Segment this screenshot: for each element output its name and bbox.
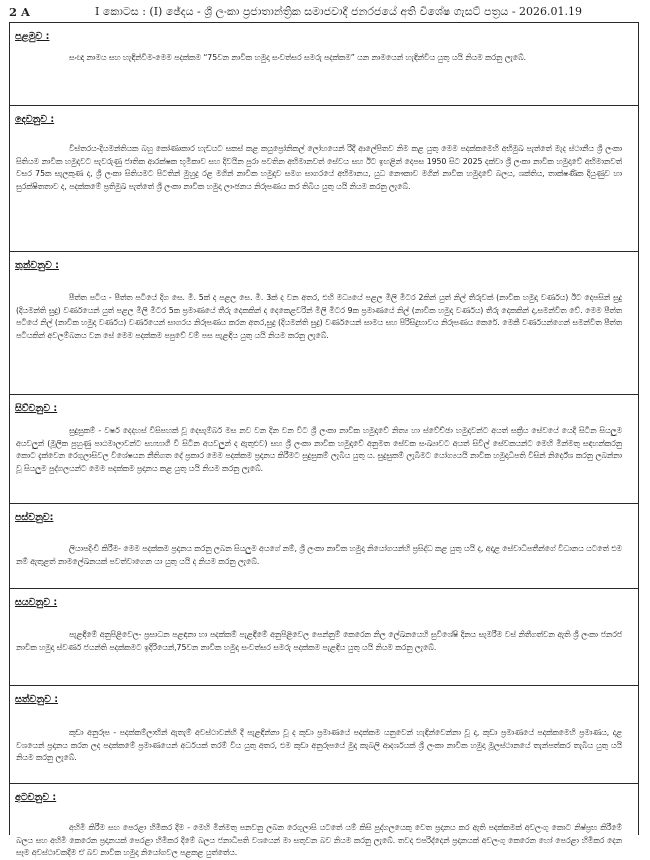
section-second [10,105,638,251]
section-heading: සයවනුව : [15,597,58,608]
section-third [10,251,638,394]
section-text: අහිමි කිරීම සහ පෙරළා හිමිකර දීම - මෙහි මින්මතු පනවනු ලබන රෙගුලාසි යටතේ යම් කිසි පුද්ගලයෙකු වෙත ප්‍රදානය කර ඇති පදක්කමක් අවලංගු කොට නිෂ්ප්‍රභ කිරීමේ බලය සහ අහිමි කෙරෙන ප්‍රදානයක් පෙරළා හිමිකර දීමේ බලය ජනාධිපති වශයෙන් මා සතුවන බව නියම කරනු ලැබේ. තවද එපරිද්දෙන් ප්‍රදානයක් අවලංගු කෙරෙන හෝ පෙරළා හිමිකර දෙන සෑම අවස්ථාවකදීම ඒ බව නාවික හමුදා නියෝගවල පළකළ යුත්තේය. [16,823,622,858]
section-text: පැළඳීමේ අනුපිළිවෙල- ප්‍රසාධන පළඳනා හා පදක්කම් පැළඳීමේ අනුපිළිවෙල පෙන්නුම් කෙරෙන නිල ලේඛනයෙහි සුවිශේෂි දිනය සැමරීම වස් නිතීගත්වන ඇති ශ්‍රී ලංකා ජනරජ නාවික හමුදා ස්වර්ණ ජයන්ති පදක්කමට ඉදිරියෙන්,75වන නාවික හමුදා සංවත්සර සමරු පදක්කම පැළඳිය යුතු යයි නියම කරනු ලැබේ. [16,630,622,652]
section-text: විස්තරය-දියමන්තියක බහු කෝණාකාර හැඩයට සකස් කළ කයුප්‍රෝනිකල් ලෝහයෙන් රිදී ආලේපිතව නිම කළ යුතු මෙම පදක්කමෙහි අභිමුඛ පැත්තේ මැද ස්ථානීය ශ්‍රී ලංකා සිතියම නාවික හමුදාවට පැවරුණු ජාතික ආරක්ෂක භූමිකාව සහ දිවයින පුරා පවතින අභිමානවත් සේවය සහ ඊට ඉහළින් දෙපස 1950 සිට 2025 දක්වා ශ්‍රී ලංකා නාවික හමුදාවේ අභිමානවත් වසර 75ක සැලකුණ ද, ශ්‍රී ලංකා සිතියමට පිටතින් මුහුදු රළ මගින් නාවික හමුදාව සමග සාගරයේ අභිමානය, යුධ නෞකාව මගින් නාවික හමුදාවේ බලය, ශක්තිය, තාක්ෂණික දියුණුව හා සුරක්ෂිතතාව ද, පදක්කමේ ප්‍රතිමුඛ පැත්තේ ශ්‍රී ලංකා නාවික හමුදා ලාංඡනය නිරූපණය කර තිබිය යුතු යයි නියම කරනු ලැබේ. [16,144,622,191]
section-text: ලියාපදිංචි කිරීම- මෙම පදක්කම ප්‍රදානය කරනු ලබන සියලුම අයගේ නම්, ශ්‍රී ලංකා නාවික හමුදා නියෝගයන්හි ප්‍රසිද්ධ කළ යුතු යයි ද, අදාළ සේවාධිපතීන්ගේ විධානය යටතේ එම නම් ඇතුළත් නාමලේඛනයක් පවත්වාගෙන යා යුතු යයි ද නියම කරනු ලැබේ. [16,544,622,566]
section-text: පීත්ත පටිය - පීත්ත පටියේ දිග සෙ. මී. 5ක් ද පළල සෙ. මී. 3ක් ද වන අතර, එහි මධ්‍යයේ පළල මිලි මීටර 2කින් යුත් නිල් තීරුවක් (නාවික හමුදා වර්ණය) ඊට දෙපසින් සුදු (දියමන්ති සුදු) වර්ණයෙන් යුත් පළල මිලි මීටර 5ක ප්‍රමාණයේ තීරු දෙකකින් ද දෙකෙළවරින් මිලි මීටර 9ක ප්‍රමාණයේ නිල් (නාවික හමුදා වර්ණය) තීරු දෙකකින් ද,සමන්විත වේ. මෙම පීත්ත පටියේ නිල් (නාවික හමුදා වර්ණය) වර්ණයෙන් සාගරය නිරූපණය කරන අතර,සුදු (දියමන්ති සුදු) වර්ණයෙන් සාමය සහ පිරිසිදුභාවය නිරූපණය කෙරේ. මෙකී වර්ණයන්ගෙන් සමන්විත පීත්ත පටියකින් අවලම්බනය වන සේ මෙම පදක්කම පපුවේ වම් පස පැළඳිය යුතු යයි නියම කරනු ලැබේ. [16,293,622,340]
section-text: සංඥා නාමය සහ හැඳින්වීම-මෙම පදක්කම “75වන නාවික හමුදා සංවත්සර සමරු පදක්කම” යන නාමයෙන් හැඳින්විය යුතු යයි නියම කරනු ලැබේ. [69,53,527,62]
section-heading: සිව්වනුව : [15,403,58,414]
section-sixth [10,588,638,685]
section-heading: සත්වනුව : [15,694,59,705]
section-heading: පළමුව : [15,31,50,42]
page-header [9,2,641,22]
section-text: කුඩා අනුරූප - පදක්කම්ලාභින් ඇතැම් අවස්ථාවන්හි දී පැළඳින්නා වූ ද කුඩා ප්‍රමාණයේ පදක්කම යනුවෙන් හැඳින්වෙන්නා වූ ද, කුඩා ප්‍රමාණයේ පදක්කමෙහි ප්‍රමාණය, දළ වශයෙන් ප්‍රදානය කරන ලද පදක්කමේ ප්‍රමාණයෙන් අර්ධයක් තරම් විය යුතු අතර, එම කුඩා අනුරූපයේ මුදා කැබලි ආදර්ශයක් ශ්‍රී ලංකා නාවික හමුදා මූලස්ථානයේ තැන්පත්කර තැබිය යුතු යයි නියම කරනු ලැබේ. [16,728,622,763]
section-heading: දෙවනුව : [15,114,55,125]
page-number: 2 A [9,5,30,19]
section-heading: පස්වනුව: [15,512,54,523]
document-table [9,22,639,858]
section-fifth [10,503,638,588]
section-seventh [10,685,638,783]
section-text: සුදුසුකම් - වර්ෂ දෙදහස් විසිපහක් වූ දෙසැම්බර් මස නව වන දින වන විට ශ්‍රී ලංකා නාවික හමුදාවේ නිත්‍ය හා ස්වේච්ඡා හමුදාවන්ට අයත් සක්‍රීය සේවයේ යෙදී සිටින සියලුම අයවලුන් (මූලික පුහුණු පාඨමාලාවන්ට සහභාගී වී සිටින අයවලුන් ද ඇතුළුව) සහ ශ්‍රී ලංකා නාවික හමුදාවේ අනුමත සේවක සංඛ්‍යාවට අයත් සිවිල් සේවකයන්ට මෙහි මින්මතු සඳහන්කරනු කොට දැක්වෙන රෙගුලාසිවල විශේෂයන නීතිගත දේ ප්‍රකාර මෙම පදක්කම ප්‍රදානය කිරීමට සුදුසුකම් ලැබිය යුතු ය. සුදුසුකම් ලැබීමට යෝග්‍යයයි නාවික හමුදාධිපති විසින් නිර්දේශ කරනු ලබන්නා වූ සියලුම පුද්ගලයන්ට මෙම පදක්කම ප්‍රදානය කළ යුතු යයි නියම කරනු ලැබේ. [16,426,622,473]
section-heading: අටවනුව : [15,792,57,803]
section-fourth [10,394,638,503]
gazette-header-title: I කොටස : (I) ඡේදය - ශ්‍රී ලංකා ප්‍රජාතාන්ත්‍රික සමාජවාදී ජනරජයේ අති විශේෂ ගැසට් පත්‍රය - 2026.01.19 [95,5,583,18]
section-heading: තුන්වනුව : [15,260,59,271]
section-eighth [10,783,638,858]
section-first [10,23,638,105]
